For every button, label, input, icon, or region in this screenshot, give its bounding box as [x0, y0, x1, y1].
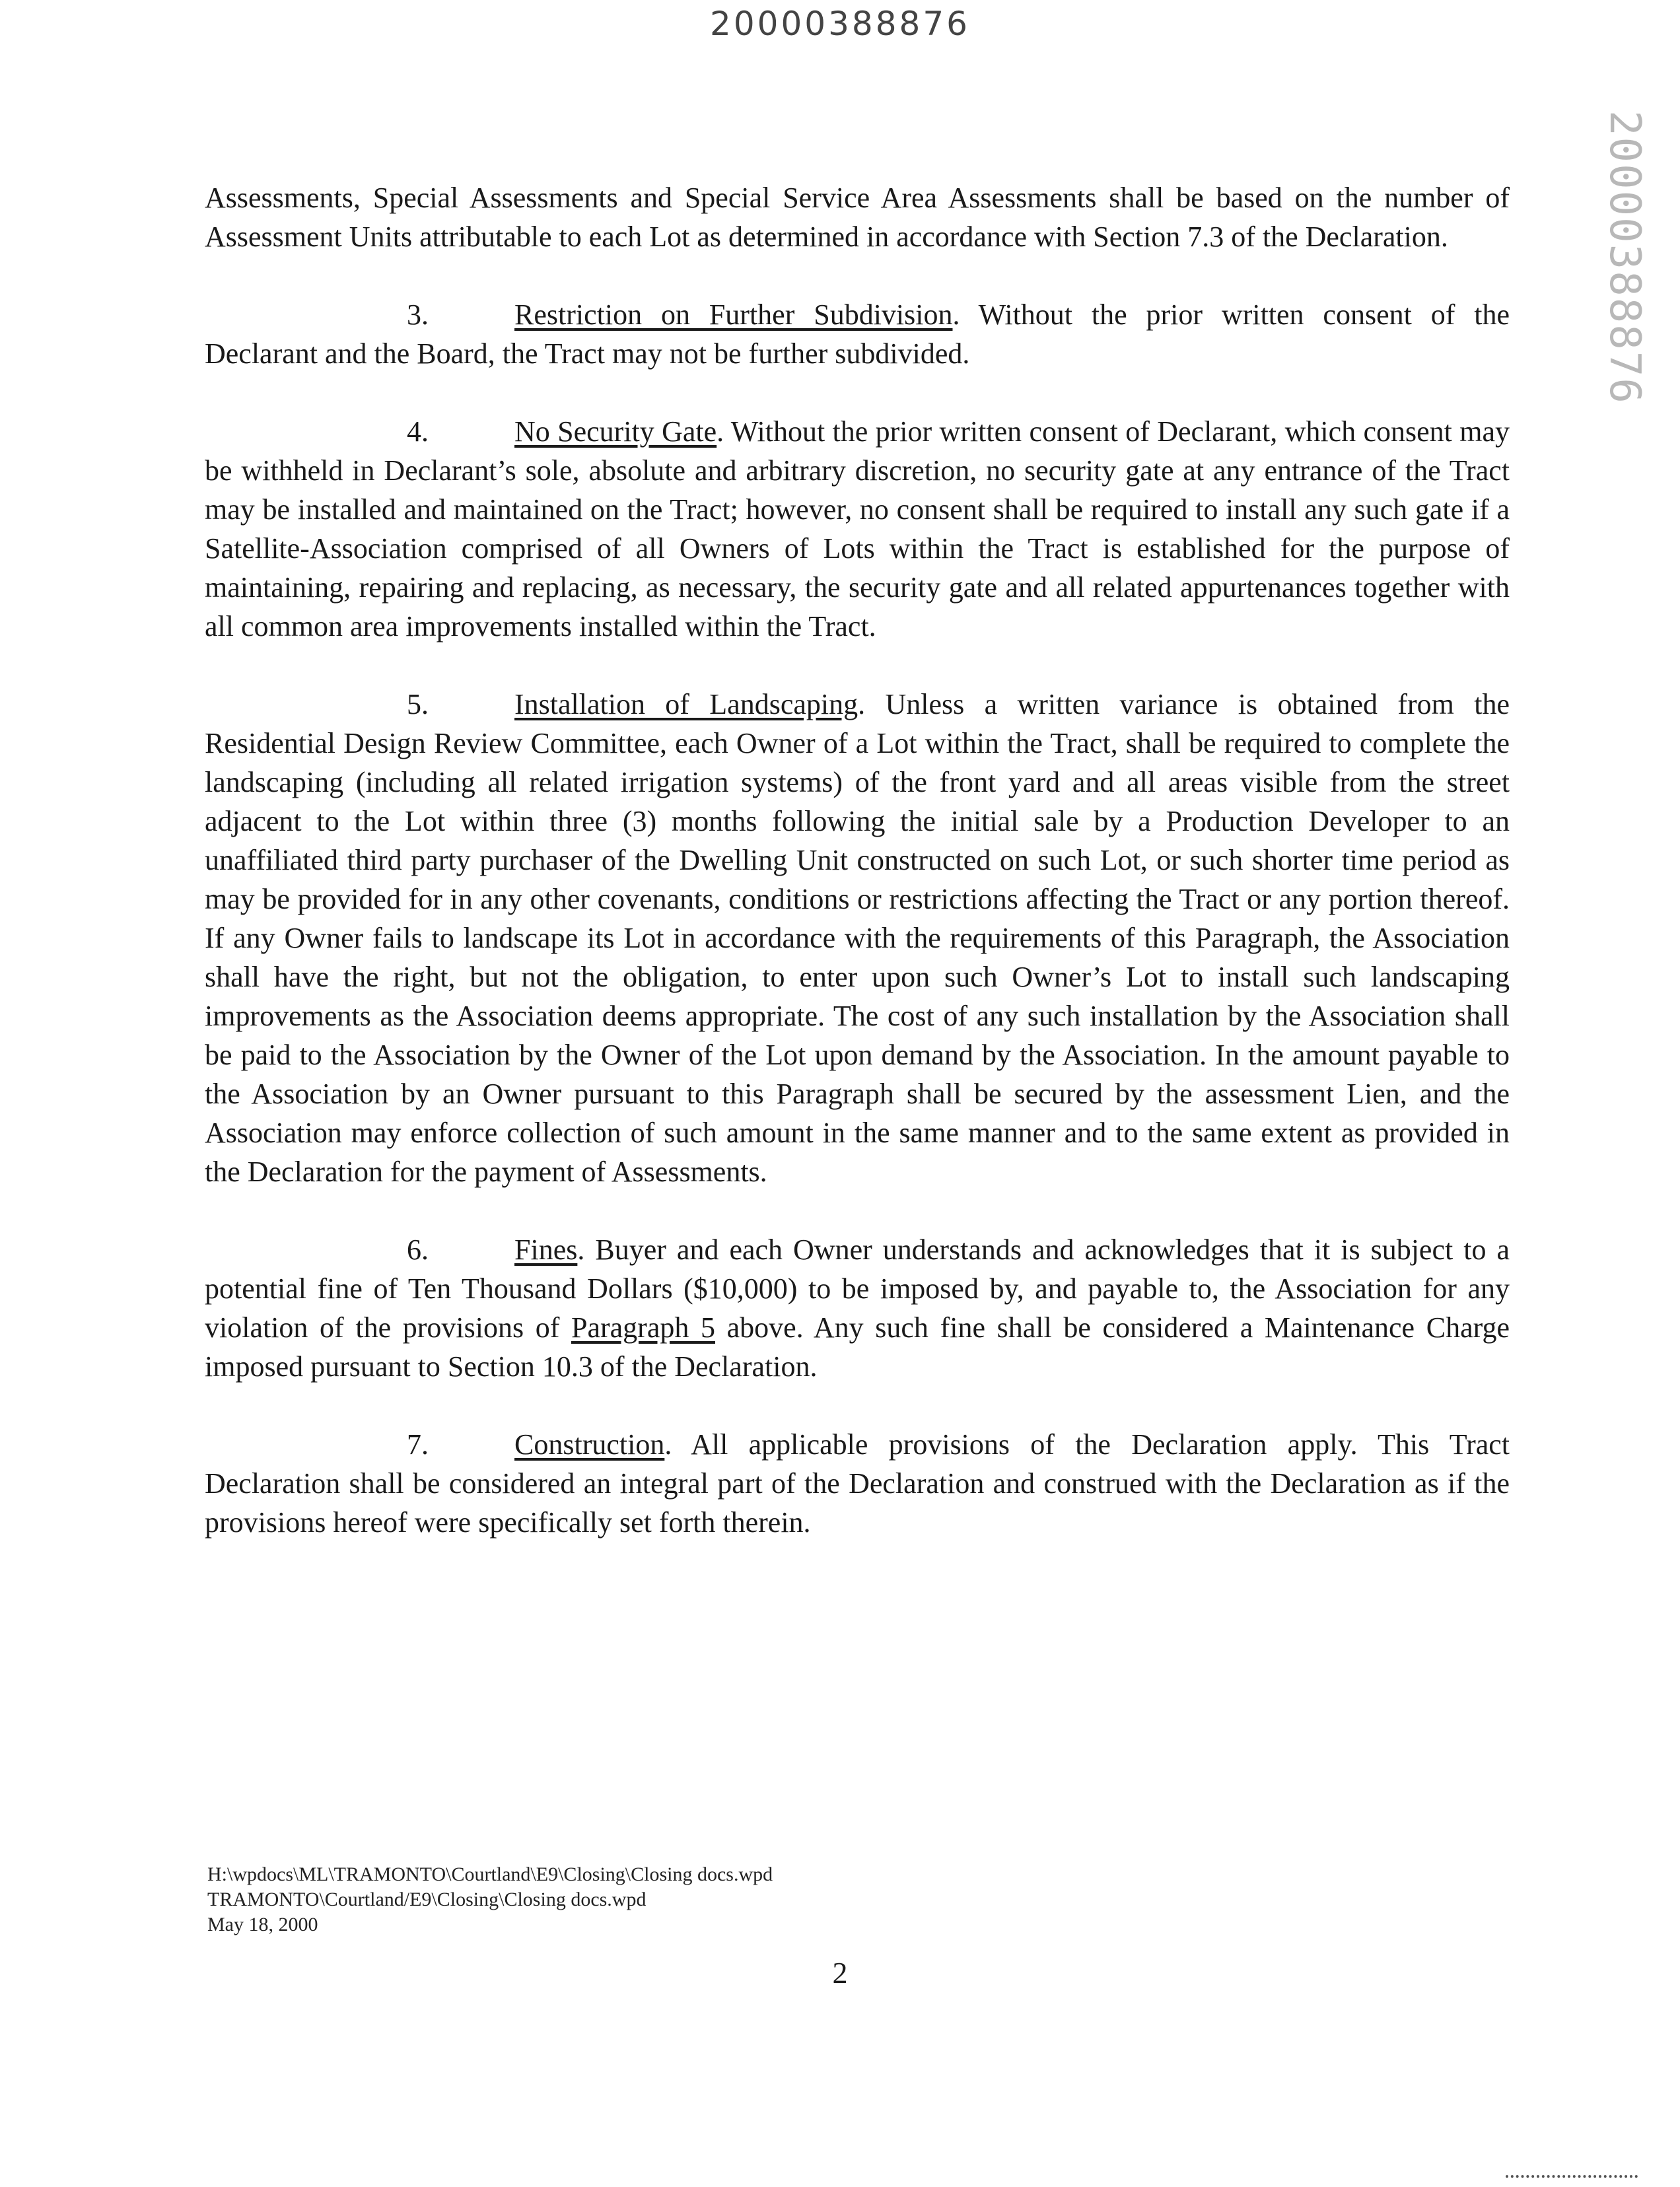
section-4-heading: No Security Gate [514, 415, 717, 448]
section-4-number: 4. [407, 415, 429, 448]
section-3-heading: Restriction on Further Subdivision [514, 298, 953, 331]
footer-date: May 18, 2000 [207, 1914, 318, 1935]
section-7-text: . All applicable provisions of the Declaration apply. This Tract Declaration shall be considered an integral part of the Declaration and construed with the Declaration as if the provisions hereof were specifically set forth therein. [205, 1428, 1510, 1539]
section-7-number: 7. [407, 1428, 429, 1461]
footer-path-2: TRAMONTO\Courtland/E9\Closing\Closing docs.wpd [207, 1889, 647, 1910]
section-5-number: 5. [407, 688, 429, 720]
side-stamp-text: 20000388876 [1600, 110, 1649, 405]
section-6-heading: Fines [514, 1233, 578, 1266]
section-6-reference: Paragraph 5 [571, 1311, 715, 1344]
section-7 [205, 1425, 1510, 1542]
footer-path-1: H:\wpdocs\ML\TRAMONTO\Courtland\E9\Closing\Closing docs.wpd [207, 1863, 773, 1885]
intro-paragraph: Assessments, Special Assessments and Special Service Area Assessments shall be based on the number of Assessment Units attributable to each Lot as determined in accordance with Section 7.3 of the Declaration. [205, 182, 1510, 253]
section-6-text-before: . Buyer and each Owner understands and acknowledges that it is subject to a potential fine of Ten Thousand Dollars ($10,000) to be imposed by, and payable to, the Association for any violation of the provisions of [205, 1233, 1510, 1344]
document-body [205, 178, 1510, 1581]
footer [207, 1862, 773, 1937]
section-4-text: . Without the prior written consent of Declarant, which consent may be withheld in Declarant’s sole, absolute and arbitrary discretion, no security gate at any entrance of the Tract may be installed and maintained on the Tract; however, no consent shall be required to install any such gate if a Satellite-Association comprised of all Owners of Lots within the Tract is established for the purpose of maintaining, repairing and replacing, as necessary, the security gate and all related appurtenances together with all common area improvements installed within the Tract. [205, 415, 1510, 642]
section-3-number: 3. [407, 298, 429, 331]
section-5 [205, 685, 1510, 1191]
page-number: 2 [832, 1956, 848, 1990]
document-number: 20000388876 [710, 5, 970, 43]
scan-edge-mark [1506, 2171, 1638, 2178]
section-5-heading: Installation of Landscaping [514, 688, 858, 720]
section-5-text: . Unless a written variance is obtained from the Residential Design Review Committee, each Owner of a Lot within the Tract, shall be required to complete the landscaping (including all related irrigation systems) of the front yard and all areas visible from the street adjacent to the Lot within three (3) months following the initial sale by a Production Developer to an unaffiliated third party purchaser of the Dwelling Unit constructed on such Lot, or such shorter time period as may be provided for in any other covenants, conditions or restrictions affecting the Tract or any portion thereof. If any Owner fails to landscape its Lot in accordance with the requirements of this Paragraph, the Association shall have the right, but not the obligation, to enter upon such Owner’s Lot to install such landscaping improvements as the Association deems appropriate. The cost of any such installation by the Association shall be paid to the Association by the Owner of the Lot upon demand by the Association. In the amount payable to the Association by an Owner pursuant to this Paragraph shall be secured by the assessment Lien, and the Association may enforce collection of such amount in the same manner and to the same extent as provided in the Declaration for the payment of Assessments. [205, 688, 1510, 1188]
section-4 [205, 412, 1510, 646]
section-6-text-after: above. Any such fine shall be considered a Maintenance Charge imposed pursuant to Section 10.3 of the Declaration. [205, 1311, 1510, 1383]
section-6 [205, 1230, 1510, 1386]
section-7-heading: Construction [514, 1428, 665, 1461]
section-3 [205, 295, 1510, 373]
section-3-text: . Without the prior written consent of the Declarant and the Board, the Tract may not be further subdivided. [205, 298, 1510, 370]
section-6-number: 6. [407, 1233, 429, 1266]
side-stamp [1585, 99, 1658, 405]
